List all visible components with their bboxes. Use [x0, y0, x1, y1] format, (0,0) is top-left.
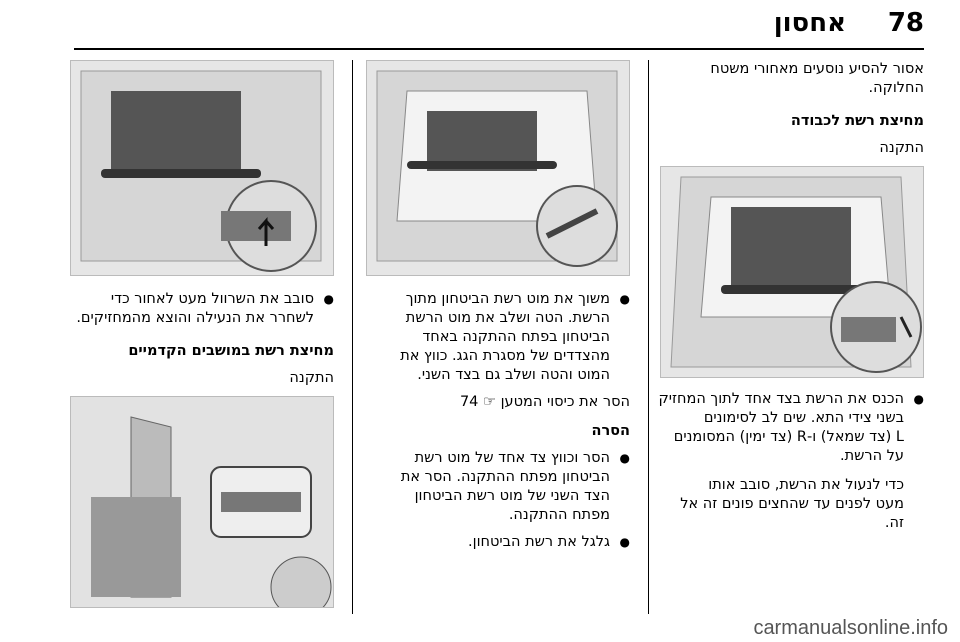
bullet-text: ● הכנס את הרשת בצד אחד לתוך המחזיק [654, 390, 924, 409]
bullet-text: המוט והטה ושלב גם בצד השני. [417, 367, 610, 383]
illustration-net-twist [70, 60, 334, 276]
left-column [72, 60, 334, 608]
section-heading: מחיצת רשת במושבים הקדמיים [128, 343, 334, 359]
header-title: אחסון [773, 8, 846, 38]
cross-ref-line [364, 393, 630, 412]
bullet-text: הרשת. הטה ושלב את מוט הרשת [405, 310, 610, 326]
right-column [654, 60, 924, 533]
bullet-text: לשחרר את הנעילה והוצא מהמחזיקים. [76, 310, 314, 326]
bullet-text: מהצדדים של מסגרת הגג. כווץ את [400, 348, 610, 364]
bullet-text: ● גלגל את רשת הביטחון. [364, 533, 630, 552]
page-ref: 74 [459, 394, 479, 410]
middle-column [364, 60, 630, 552]
bullet-text: L (צד שמאל) ו-R (צד ימין) המסומנים [673, 429, 904, 445]
header-rule [74, 48, 924, 50]
cross-ref-icon: ☞ [483, 394, 496, 410]
section-heading: מחיצת רשת לכבודה [790, 113, 924, 129]
body-text: זה. [884, 515, 904, 531]
bullet-text: הביטחון מפתח ההתקנה. הסר את [400, 469, 610, 485]
illustration-net-rod [366, 60, 630, 276]
bullet-text: הצד השני של מוט רשת הביטחון [414, 488, 610, 504]
illustration-trunk-net [660, 166, 924, 378]
body-text: כדי לנעול את הרשת, סובב אותו [708, 477, 904, 493]
bullet-text: ● הסר וכווץ צד אחד של מוט רשת [364, 449, 630, 468]
section-heading: הסרה [591, 423, 630, 439]
bullet-text: מפתח ההתקנה. [508, 507, 610, 523]
body-text: הסר את כיסוי המטען [496, 394, 630, 410]
bullet-text: הביטחון בפתח ההתקנה באחד [422, 329, 610, 345]
watermark: carmanualsonline.info [753, 617, 948, 639]
subheading: התקנה [879, 140, 924, 156]
bullet-text: על הרשת. [840, 448, 904, 464]
column-divider [352, 60, 353, 614]
illustration-front-net [70, 396, 334, 608]
body-text: מעט לפנים עד שהחצים פונים זה אל [680, 496, 904, 512]
column-divider [648, 60, 649, 614]
bullet-text: בשני צידי התא. שים לב לסימונים [703, 410, 904, 426]
bullet-text: ● משוך את מוט רשת הביטחון מתוך [364, 290, 630, 309]
subheading: התקנה [289, 370, 334, 386]
bullet-text: ● סובב את השרוול מעט לאחור כדי [72, 290, 334, 309]
page-number: 78 [887, 8, 924, 38]
intro-line: אסור להסיע נוסעים מאחורי משטח החלוקה. [710, 61, 924, 96]
